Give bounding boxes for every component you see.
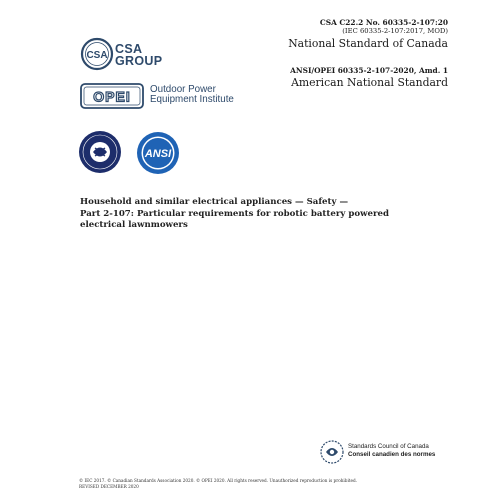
opei-mark-letters: OPEI (93, 88, 131, 105)
scc-name-en: Standards Council of Canada (348, 443, 429, 450)
csa-group-wordmark (115, 43, 162, 67)
csa-standard-number: CSA C22.2 No. 60335-2-107:20 (319, 18, 448, 27)
csa-mark-letters: CSA (86, 50, 108, 61)
csa-wordmark-line2: GROUP (115, 54, 163, 68)
opei-wordmark-line1: Outdoor Power (150, 84, 216, 95)
scc-name-fr: Conseil canadien des normes (348, 450, 436, 458)
title-line-2: Part 2-107: Particular requirements for robotic battery powered (80, 208, 389, 219)
national-standard-seal-icon (78, 130, 122, 174)
scc-name (348, 443, 435, 458)
title-line-1: Household and similar electrical appliances — Safety — (80, 197, 349, 207)
document-title (80, 197, 440, 232)
opei-logo (80, 83, 144, 109)
footer-copyright: © IEC 2017. © Canadian Standards Association 2020. © OPEI 2020. All rights reserved. Unauthorized reproduction is prohibited. (79, 478, 357, 483)
opei-wordmark-line2: Equipment Institute (150, 94, 234, 105)
opei-wordmark (150, 85, 234, 105)
csa-wordmark-line1: CSA (115, 42, 143, 56)
csa-national-standard-label: National Standard of Canada (288, 37, 448, 50)
title-line-3: electrical lawnmowers (80, 220, 188, 231)
ansi-mark-letters: ANSI (144, 148, 172, 160)
ansi-national-standard-label: American National Standard (291, 76, 448, 89)
iec-reference: (IEC 60335-2-107:2017, MOD) (342, 27, 448, 35)
footer (79, 478, 357, 490)
ansi-seal-logo (136, 131, 180, 175)
footer-revised: REVISED DECEMBER 2020 (79, 484, 139, 489)
ansi-standard-number: ANSI/OPEI 60335-2-107-2020, Amd. 1 (290, 66, 448, 75)
scc-swirl-icon (320, 440, 344, 464)
